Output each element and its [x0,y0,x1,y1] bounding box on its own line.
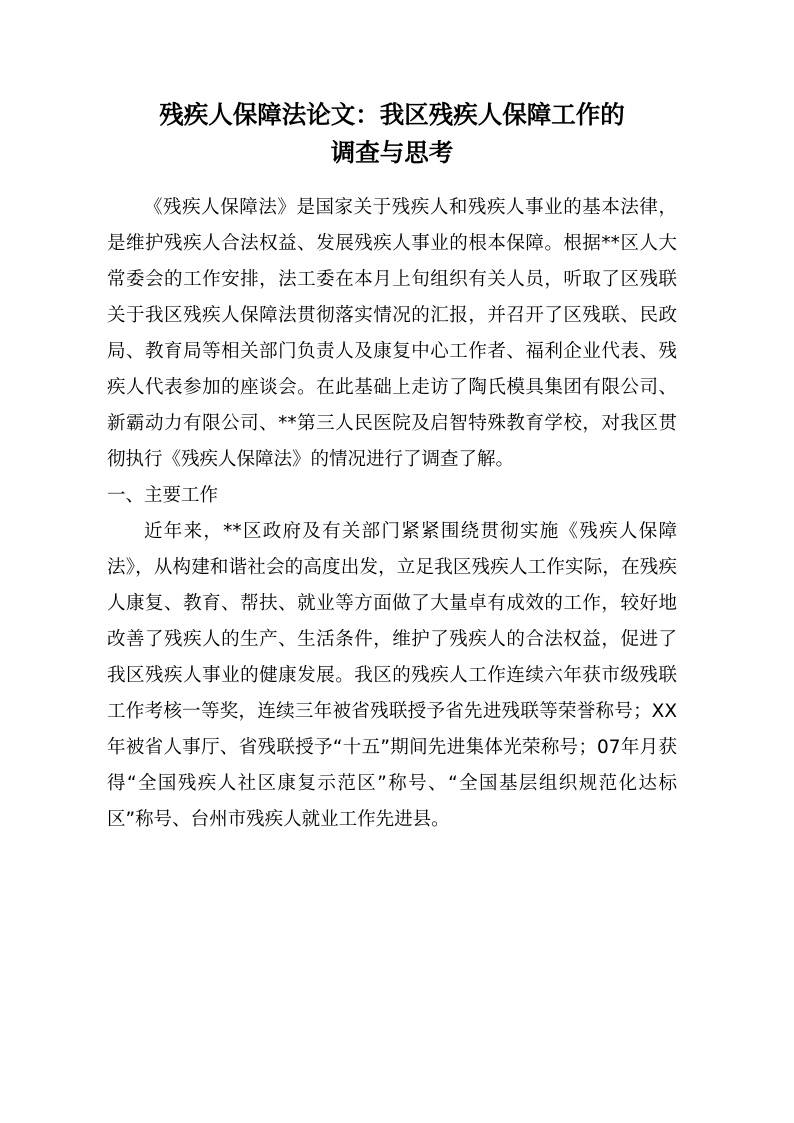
title-line-2: 调查与思考 [330,138,454,167]
document-page [107,96,677,838]
intro-paragraph: 《残疾人保障法》是国家关于残疾人和残疾人事业的基本法律，是维护残疾人合法权益、发展残疾人事业的根本保障。根据**区人大常委会的工作安排，法工委在本月上旬组织有关人员，听取了区残联关于我区残疾人保障法贯彻落实情况的汇报，并召开了区残联、民政局、教育局等相关部门负责人及康复中心工作者、福利企业代表、残疾人代表参加的座谈会。在此基础上走访了陶氏模具集团有限公司、新霸动力有限公司、**第三人民医院及启智特殊教育学校，对我区贯彻执行《残疾人保障法》的情况进行了调查了解。 [107,197,677,470]
document-body [107,190,677,838]
document-title [107,96,677,172]
section-paragraph: 近年来，**区政府及有关部门紧紧围绕贯彻实施《残疾人保障法》，从构建和谐社会的高度出发，立足我区残疾人工作实际，在残疾人康复、教育、帮扶、就业等方面做了大量卓有成效的工作，较好地改善了残疾人的生产、生活条件，维护了残疾人的合法权益，促进了我区残疾人事业的健康发展。我区的残疾人工作连续六年获市级残联工作考核一等奖，连续三年被省残联授予省先进残联等荣誉称号；XX年被省人事厅、省残联授予“十五”期间先进集体光荣称号；07年月获得“全国残疾人社区康复示范区”称号、“全国基层组织规范化达标区”称号、台州市残疾人就业工作先进县。 [107,521,677,830]
title-line-1: 残疾人保障法论文：我区残疾人保障工作的 [159,100,625,129]
section-heading: 一、主要工作 [107,485,219,506]
